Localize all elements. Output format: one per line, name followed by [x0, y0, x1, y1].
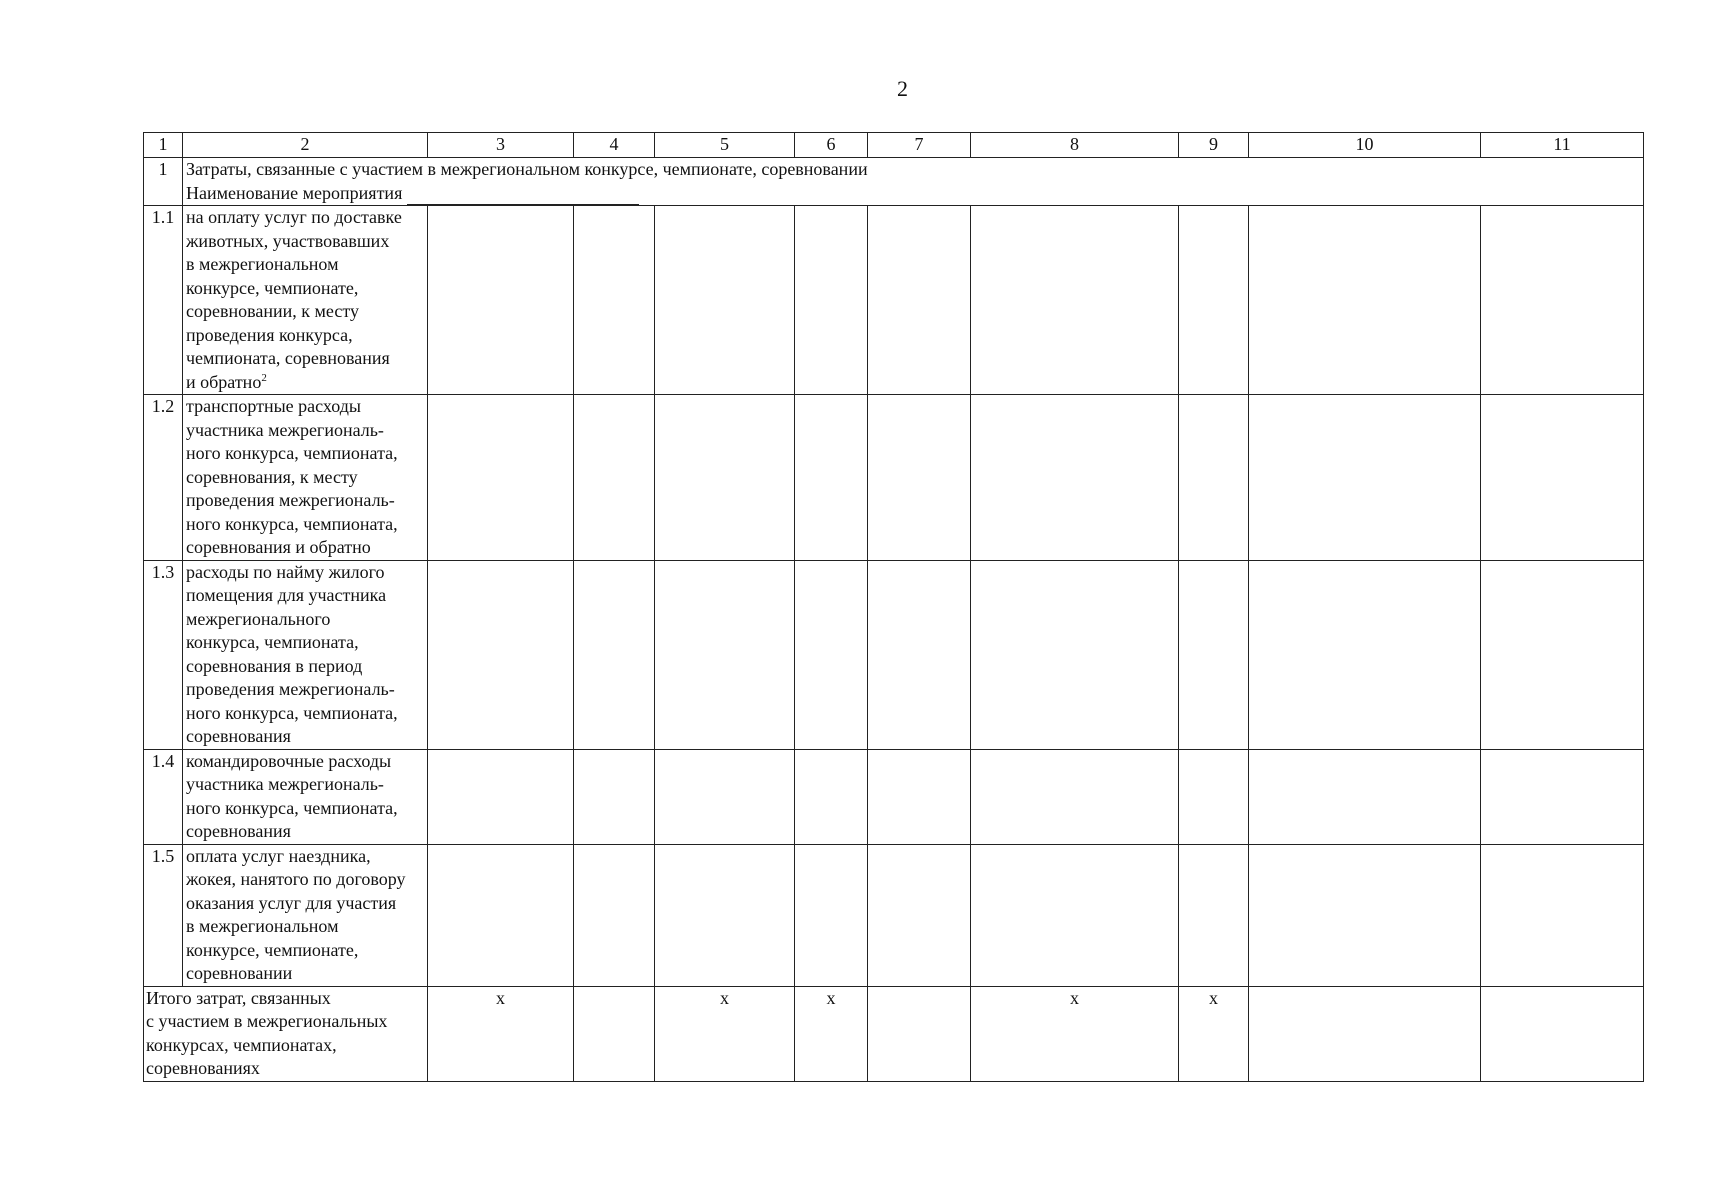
section-row	[144, 158, 1644, 206]
footnote-marker: 2	[261, 371, 267, 384]
table-cell[interactable]	[795, 395, 868, 561]
table-cell[interactable]	[795, 749, 868, 844]
table-cell[interactable]	[971, 395, 1179, 561]
table-cell[interactable]	[971, 749, 1179, 844]
total-label: Итого затрат, связанных с участием в межрегиональных конкурсах, чемпионатах, соревнованиях	[144, 986, 428, 1081]
page-number: 2	[897, 76, 908, 101]
table-cell[interactable]	[1249, 395, 1481, 561]
table-cell[interactable]	[655, 206, 795, 395]
table-cell[interactable]	[655, 749, 795, 844]
table-cell[interactable]	[868, 844, 971, 986]
section-number: 1	[144, 158, 183, 206]
not-applicable-mark: x	[971, 986, 1179, 1081]
table-cell[interactable]	[1179, 206, 1249, 395]
table-cell[interactable]	[1249, 844, 1481, 986]
column-header: 9	[1179, 133, 1249, 158]
table-cell[interactable]	[1179, 560, 1249, 749]
table-cell[interactable]	[1481, 844, 1644, 986]
table-cell[interactable]	[428, 395, 574, 561]
table-cell[interactable]	[971, 206, 1179, 395]
table-cell[interactable]	[1249, 749, 1481, 844]
table-cell[interactable]	[655, 844, 795, 986]
table-cell[interactable]	[428, 560, 574, 749]
column-number-row	[144, 133, 1644, 158]
row-number: 1.1	[144, 206, 183, 395]
table-cell[interactable]	[1179, 395, 1249, 561]
table-cell[interactable]	[868, 560, 971, 749]
table-row	[144, 395, 1644, 561]
table-cell[interactable]	[795, 560, 868, 749]
table-row	[144, 749, 1644, 844]
row-number: 1.2	[144, 395, 183, 561]
table-cell[interactable]	[1481, 986, 1644, 1081]
row-number: 1.4	[144, 749, 183, 844]
table-cell[interactable]	[428, 206, 574, 395]
column-header: 1	[144, 133, 183, 158]
table-cell[interactable]	[574, 560, 655, 749]
table-cell[interactable]	[1179, 844, 1249, 986]
table-row	[144, 206, 1644, 395]
table-cell[interactable]	[1481, 749, 1644, 844]
not-applicable-mark: x	[428, 986, 574, 1081]
row-description: командировочные расходы участника межрегиональ- ного конкурса, чемпионата, соревнования	[183, 749, 428, 844]
not-applicable-mark: x	[655, 986, 795, 1081]
table-cell[interactable]	[1481, 560, 1644, 749]
table-cell[interactable]	[655, 560, 795, 749]
table-cell[interactable]	[1249, 986, 1481, 1081]
table-cell[interactable]	[868, 206, 971, 395]
row-number: 1.3	[144, 560, 183, 749]
table-row	[144, 844, 1644, 986]
table-cell[interactable]	[574, 749, 655, 844]
expense-table	[143, 132, 1644, 1082]
column-header: 11	[1481, 133, 1644, 158]
event-name-label: Наименование мероприятия	[186, 182, 403, 203]
table-cell[interactable]	[428, 844, 574, 986]
event-name-field[interactable]	[407, 186, 639, 205]
column-header: 5	[655, 133, 795, 158]
table-cell[interactable]	[1179, 749, 1249, 844]
table-cell[interactable]	[795, 844, 868, 986]
not-applicable-mark: x	[795, 986, 868, 1081]
table-row	[144, 560, 1644, 749]
section-heading	[183, 158, 1644, 206]
column-header: 3	[428, 133, 574, 158]
table-cell[interactable]	[868, 395, 971, 561]
table-cell[interactable]	[868, 749, 971, 844]
column-header: 6	[795, 133, 868, 158]
row-description: расходы по найму жилого помещения для участника межрегионального конкурса, чемпионата, соревнования в период проведения межрегиональ- ного конкурса, чемпионата, соревнования	[183, 560, 428, 749]
table-cell[interactable]	[1249, 206, 1481, 395]
table-cell[interactable]	[1481, 395, 1644, 561]
section-title: Затраты, связанные с участием в межрегиональном конкурсе, чемпионате, соревновании	[186, 159, 868, 179]
row-number: 1.5	[144, 844, 183, 986]
table-cell[interactable]	[428, 749, 574, 844]
row-description: транспортные расходы участника межрегиональ- ного конкурса, чемпионата, соревнования, к месту проведения межрегиональ- ного конкурса, чемпионата, соревнования и обратно	[183, 395, 428, 561]
table-cell[interactable]	[1481, 206, 1644, 395]
column-header: 10	[1249, 133, 1481, 158]
column-header: 4	[574, 133, 655, 158]
total-row	[144, 986, 1644, 1081]
table-cell[interactable]	[1249, 560, 1481, 749]
not-applicable-mark: x	[1179, 986, 1249, 1081]
table-cell[interactable]	[655, 395, 795, 561]
table-cell[interactable]	[971, 844, 1179, 986]
column-header: 7	[868, 133, 971, 158]
table-cell[interactable]	[574, 844, 655, 986]
table-cell[interactable]	[971, 560, 1179, 749]
table-cell[interactable]	[795, 206, 868, 395]
column-header: 8	[971, 133, 1179, 158]
table-cell[interactable]	[574, 206, 655, 395]
table-cell[interactable]	[574, 986, 655, 1081]
row-description: на оплату услуг по доставке животных, участвовавших в межрегиональном конкурсе, чемпионате, соревновании, к месту проведения конкурса, чемпионата, соревнования и обратно$^2$	[183, 206, 428, 395]
row-description: оплата услуг наездника, жокея, нанятого по договору оказания услуг для участия в межрегиональном конкурсе, чемпионате, соревновании	[183, 844, 428, 986]
table-cell[interactable]	[574, 395, 655, 561]
column-header: 2	[183, 133, 428, 158]
table-cell[interactable]	[868, 986, 971, 1081]
